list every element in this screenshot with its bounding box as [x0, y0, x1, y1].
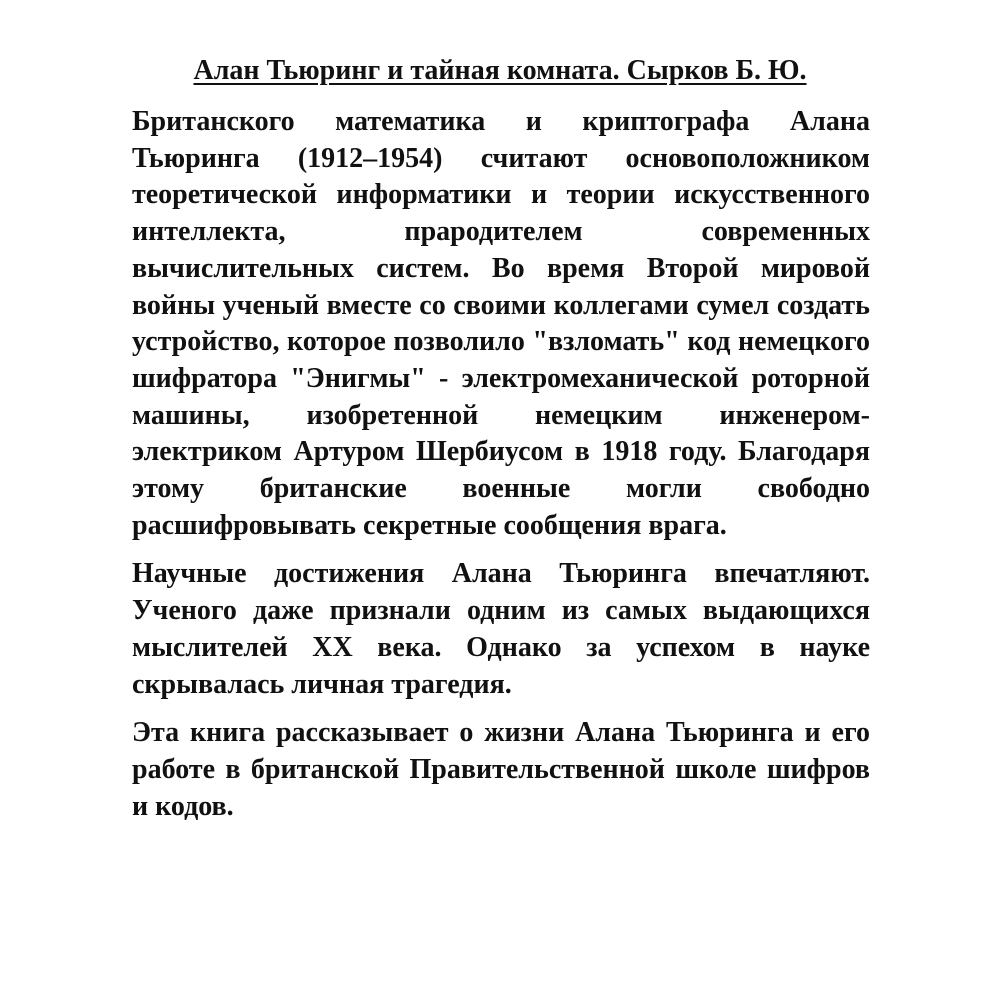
paragraph-achievements: Научные достижения Алана Тьюринга впечатляют. Ученого даже признали одним из самых выдающихся мыслителей XX века. Однако за успехом в науке скрывалась личная трагедия.	[132, 558, 870, 700]
paragraph-intro: Британского математика и криптографа Алана Тьюринга (1912–1954) считают основоположником теоретической информатики и теории искусственного интеллекта, прародителем современных вычислительных систем. Во время Второй мировой войны ученый вместе со своими коллегами сумел создать устройство, которое позволило "взломать" код немецкого шифратора "Энигмы" - электромеханической роторной машины, изобретенной немецким инженером-электриком Артуром Шербиусом в 1918 году. Благодаря этому британские военные могли свободно расшифровывать секретные сообщения врага.	[132, 106, 870, 541]
document-title: Алан Тьюринг и тайная комната. Сырков Б. Ю.	[193, 55, 807, 86]
paragraph-book-summary: Эта книга рассказывает о жизни Алана Тьюринга и его работе в британской Правительственной школе шифров и кодов.	[132, 717, 870, 822]
document-body	[132, 104, 870, 837]
